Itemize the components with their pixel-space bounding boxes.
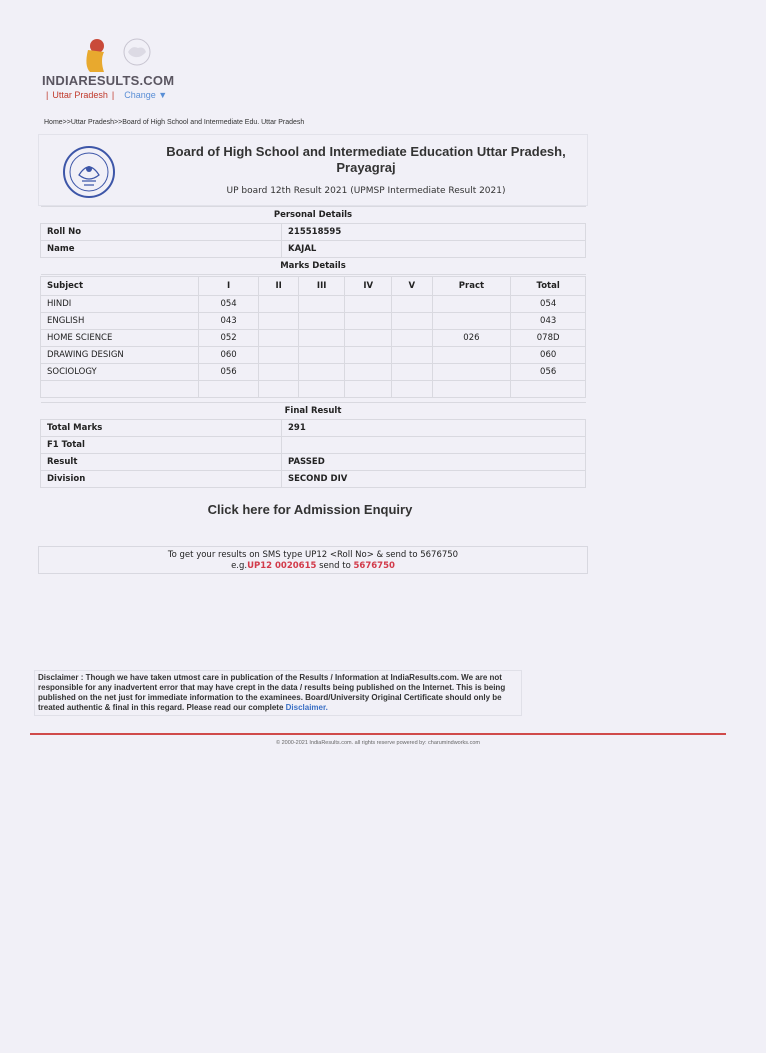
table-row [41,364,586,381]
empty-cell [41,381,199,398]
mark-cell: 054 [199,296,259,313]
mark-cell: 078D [511,330,586,347]
table-row [41,347,586,364]
mark-cell [345,330,392,347]
mark-cell: 060 [511,347,586,364]
empty-cell [259,381,299,398]
subject-cell: SOCIOLOGY [41,364,199,381]
mark-cell [432,364,511,381]
table-row [41,437,586,454]
mark-cell [299,364,345,381]
subject-cell: HOME SCIENCE [41,330,199,347]
mark-cell: 043 [199,313,259,330]
personal-details-table [40,206,586,275]
mark-cell [259,330,299,347]
table-row [41,330,586,347]
f1-total-label: F1 Total [41,437,282,454]
state-name: Uttar Pradesh [52,90,108,100]
sms-instructions: To get your results on SMS type UP12 <Roll No> & send to 5676750 [167,550,459,560]
mark-cell [259,313,299,330]
mark-cell [392,347,432,364]
state-separator: | [111,90,115,100]
mark-cell: 052 [199,330,259,347]
mark-cell [299,347,345,364]
mark-cell [392,296,432,313]
sms-code: UP12 0020615 [247,561,317,571]
mark-cell [259,347,299,364]
mark-cell [299,313,345,330]
col-header: II [259,277,299,296]
final-result-heading: Final Result [41,403,586,420]
subject-cell: HINDI [41,296,199,313]
result-label: Result [41,454,282,471]
name-label: Name [41,241,282,258]
table-row [41,224,586,241]
admission-enquiry-link[interactable]: Click here for Admission Enquiry [207,502,413,517]
site-name: INDIARESULTS.COM [42,73,175,88]
mark-cell [392,364,432,381]
mark-cell [432,296,511,313]
roll-value: 215518595 [282,224,586,241]
disclaimer-link[interactable]: Disclaimer. [285,703,328,712]
col-header: Pract [432,277,511,296]
empty-cell [392,381,432,398]
mark-cell [259,296,299,313]
marks-table [40,276,586,398]
mark-cell [345,296,392,313]
empty-cell [199,381,259,398]
table-row [41,241,586,258]
table-row [41,381,586,398]
table-row [41,471,586,488]
table-row [41,313,586,330]
mark-cell [299,330,345,347]
empty-cell [299,381,345,398]
mark-cell: 060 [199,347,259,364]
footer-divider [30,733,726,735]
mark-cell: 043 [511,313,586,330]
division-value: SECOND DIV [282,471,586,488]
change-state-link[interactable]: Change ▼ [124,90,168,100]
disclaimer-box [34,670,522,716]
mark-cell [392,330,432,347]
col-header: Total [511,277,586,296]
table-row [41,454,586,471]
name-value: KAJAL [282,241,586,258]
col-header: IV [345,277,392,296]
mark-cell: 056 [511,364,586,381]
sms-prefix: e.g. [231,561,248,571]
up-board-seal-icon [62,145,116,199]
mark-cell [345,347,392,364]
personal-details-heading: Personal Details [41,207,586,224]
f1-total-value [282,437,586,454]
result-subtitle: UP board 12th Result 2021 (UPMSP Intermediate Result 2021) [226,186,506,196]
mark-cell: 054 [511,296,586,313]
mark-cell [432,347,511,364]
col-header: III [299,277,345,296]
mark-cell [345,364,392,381]
empty-cell [511,381,586,398]
state-selector [42,90,167,100]
total-marks-value: 291 [282,420,586,437]
mark-cell [259,364,299,381]
sms-info-box [38,546,588,574]
subject-cell: DRAWING DESIGN [41,347,199,364]
division-label: Division [41,471,282,488]
mark-cell: 056 [199,364,259,381]
mark-cell: 026 [432,330,511,347]
empty-cell [432,381,511,398]
board-title: Board of High School and Intermediate Education Uttar Pradesh, Prayagraj [166,144,566,175]
sms-number: 5676750 [353,561,395,571]
col-header: V [392,277,432,296]
roll-label: Roll No [41,224,282,241]
result-value: PASSED [282,454,586,471]
breadcrumb[interactable]: Home>>Uttar Pradesh>>Board of High School and Intermediate Edu. Uttar Pradesh [44,119,305,126]
table-row [41,420,586,437]
total-marks-label: Total Marks [41,420,282,437]
state-separator: | [46,90,49,100]
empty-cell [345,381,392,398]
mark-cell [392,313,432,330]
disclaimer-text: Disclaimer : Though we have taken utmost care in publication of the Results / Information at IndiaResults.com. We are not responsible for any inadvertent error that may have crept in the data / results being published on the Internet. This is being published on the net just for immediate information to the examinees. Board/University Original Certificate should only be treated authentic & final in this regard. Please read our complete [38,673,506,712]
sms-example [39,561,587,572]
marks-details-heading: Marks Details [41,258,586,275]
footer-copyright: © 2000-2021 IndiaResults.com. all rights reserve powered by: charumindworks.com [276,740,480,746]
mark-cell [432,313,511,330]
mark-cell [345,313,392,330]
col-header: I [199,277,259,296]
col-header: Subject [41,277,199,296]
final-result-table [40,402,586,488]
subject-cell: ENGLISH [41,313,199,330]
sms-mid: send to [316,561,354,571]
mark-cell [299,296,345,313]
table-row [41,296,586,313]
